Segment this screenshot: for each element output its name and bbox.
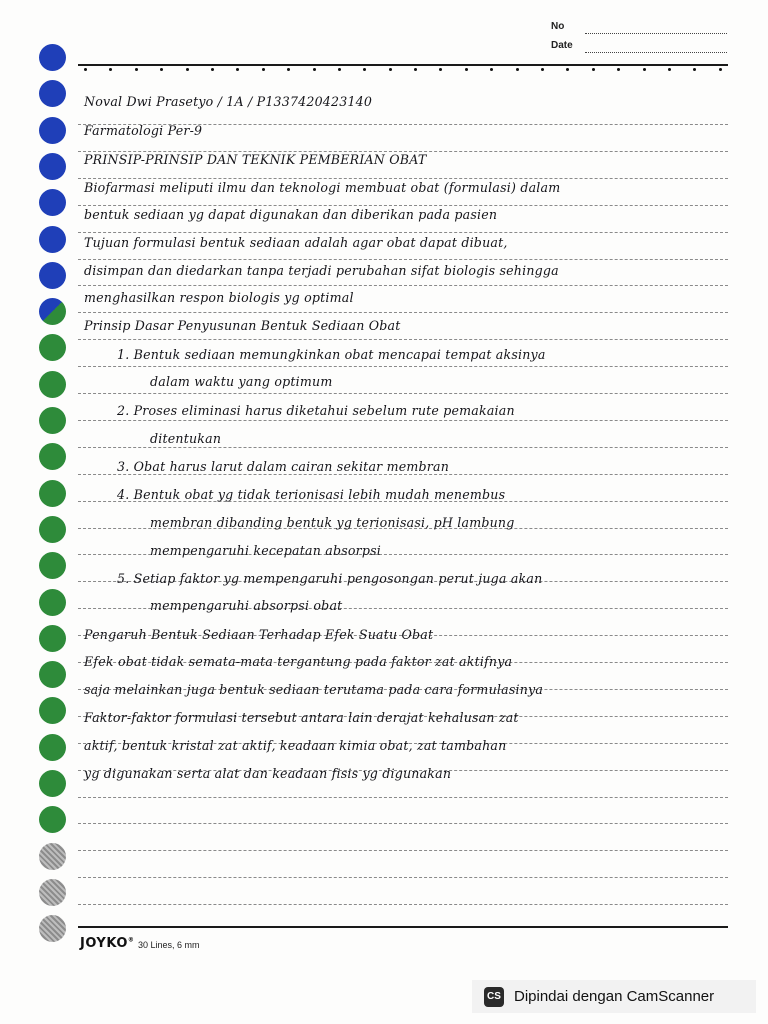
handwritten-line: yg digunakan serta alat dan keadaan fisis yg digunakan — [84, 766, 452, 781]
rule-dot — [643, 68, 646, 71]
binder-hole — [39, 443, 66, 470]
rule-dot — [693, 68, 696, 71]
binder-hole — [39, 226, 66, 253]
ruled-line — [78, 447, 728, 448]
handwritten-line: mempengaruhi absorpsi obat — [150, 598, 343, 613]
handwritten-line: 3. Obat harus larut dalam cairan sekitar membran — [117, 459, 450, 474]
binder-hole — [39, 80, 66, 107]
date-label: Date — [551, 40, 573, 51]
binder-hole — [39, 480, 66, 507]
binder-hole — [39, 117, 66, 144]
binder-hole — [39, 262, 66, 289]
handwritten-line: aktif, bentuk kristal zat aktif, keadaan kimia obat, zat tambahan — [84, 738, 507, 753]
binder-hole — [39, 734, 66, 761]
binder-hole — [39, 843, 66, 870]
ruled-line — [78, 393, 728, 394]
binder-hole — [39, 552, 66, 579]
rule-dot — [211, 68, 214, 71]
rule-dot — [592, 68, 595, 71]
handwritten-line: membran dibanding bentuk yg terionisasi, pH lambung — [150, 515, 515, 530]
handwritten-line: Prinsip Dasar Penyusunan Bentuk Sediaan Obat — [84, 318, 401, 333]
binder-hole — [39, 879, 66, 906]
ruled-line — [78, 850, 728, 851]
handwritten-line: menghasilkan respon biologis yg optimal — [84, 290, 354, 305]
handwritten-line: Biofarmasi meliputi ilmu dan teknologi membuat obat (formulasi) dalam — [84, 180, 561, 195]
date-line — [585, 52, 727, 53]
rule-dot — [287, 68, 290, 71]
binder-hole — [39, 189, 66, 216]
handwritten-line: 2. Proses eliminasi harus diketahui sebelum rute pemakaian — [117, 403, 515, 418]
no-line — [585, 33, 727, 34]
rule-dot — [516, 68, 519, 71]
rule-dot — [109, 68, 112, 71]
handwritten-line: 4. Bentuk obat yg tidak terionisasi lebih mudah menembus — [117, 487, 506, 502]
rule-dot — [439, 68, 442, 71]
handwritten-line: Farmatologi Per-9 — [84, 123, 203, 138]
ruled-line — [78, 312, 728, 313]
ruled-line — [78, 259, 728, 260]
binder-hole — [39, 625, 66, 652]
ruled-line — [78, 178, 728, 179]
handwritten-line: bentuk sediaan yg dapat digunakan dan diberikan pada pasien — [84, 207, 498, 222]
ruled-line — [78, 823, 728, 824]
camscanner-watermark — [472, 980, 756, 1013]
binder-hole — [39, 697, 66, 724]
handwritten-line: saja melainkan juga bentuk sediaan terutama pada cara formulasinya — [84, 682, 544, 697]
rule-dot — [414, 68, 417, 71]
handwritten-line: ditentukan — [150, 431, 222, 446]
rule-dot — [465, 68, 468, 71]
rule-dot — [541, 68, 544, 71]
top-rule — [78, 64, 728, 66]
rule-dot — [236, 68, 239, 71]
binder-hole — [39, 770, 66, 797]
binder-hole — [39, 153, 66, 180]
rule-dot — [719, 68, 722, 71]
binder-hole — [39, 516, 66, 543]
ruled-line — [78, 205, 728, 206]
binder-hole — [39, 915, 66, 942]
bottom-rule — [78, 926, 728, 928]
handwritten-line: Tujuan formulasi bentuk sediaan adalah agar obat dapat dibuat, — [84, 235, 508, 250]
binder-hole — [39, 589, 66, 616]
ruled-line — [78, 797, 728, 798]
handwritten-line: Pengaruh Bentuk Sediaan Terhadap Efek Suatu Obat — [84, 627, 434, 642]
rule-dot — [186, 68, 189, 71]
rule-dot — [160, 68, 163, 71]
handwritten-line: 5. Setiap faktor yg mempengaruhi pengosongan perut juga akan — [117, 571, 543, 586]
rule-dot — [389, 68, 392, 71]
rule-dot — [135, 68, 138, 71]
handwritten-line: Noval Dwi Prasetyo / 1A / P1337420423140 — [84, 94, 373, 109]
handwritten-line: PRINSIP-PRINSIP DAN TEKNIK PEMBERIAN OBAT — [84, 152, 427, 167]
binder-hole — [39, 334, 66, 361]
top-dot-row — [78, 68, 728, 74]
ruled-line — [78, 474, 728, 475]
rule-dot — [566, 68, 569, 71]
binder-hole — [39, 806, 66, 833]
rule-dot — [84, 68, 87, 71]
binder-hole — [39, 44, 66, 71]
ruled-line — [78, 366, 728, 367]
ruled-line — [78, 339, 728, 340]
binder-hole — [39, 371, 66, 398]
binder-hole — [39, 661, 66, 688]
brand-mark: ® — [127, 936, 135, 944]
ruled-line — [78, 877, 728, 878]
handwritten-line: disimpan dan diedarkan tanpa terjadi perubahan sifat biologis sehingga — [84, 263, 559, 278]
ruled-line — [78, 285, 728, 286]
rule-dot — [313, 68, 316, 71]
rule-dot — [617, 68, 620, 71]
no-label: No — [551, 21, 565, 32]
rule-dot — [338, 68, 341, 71]
handwritten-line: 1. Bentuk sediaan memungkinkan obat mencapai tempat aksinya — [117, 347, 546, 362]
handwritten-line: Faktor-faktor formulasi tersebut antara lain derajat kehalusan zat — [84, 710, 519, 725]
handwritten-line: mempengaruhi kecepatan absorpsi — [150, 543, 382, 558]
ruled-line — [78, 904, 728, 905]
rule-dot — [490, 68, 493, 71]
lines-info: 30 Lines, 6 mm — [138, 940, 200, 950]
ruled-line — [78, 232, 728, 233]
brand-name: JOYKO — [80, 936, 128, 951]
handwritten-line: dalam waktu yang optimum — [150, 374, 333, 389]
camscanner-text: Dipindai dengan CamScanner — [514, 988, 715, 1005]
binder-hole — [39, 298, 66, 325]
rule-dot — [262, 68, 265, 71]
ruled-line — [78, 420, 728, 421]
brand-logo — [80, 936, 134, 951]
rule-dot — [668, 68, 671, 71]
handwritten-line: Efek obat tidak semata-mata tergantung pada faktor zat aktifnya — [84, 654, 513, 669]
camscanner-icon: CS — [484, 987, 504, 1007]
rule-dot — [363, 68, 366, 71]
binder-hole — [39, 407, 66, 434]
